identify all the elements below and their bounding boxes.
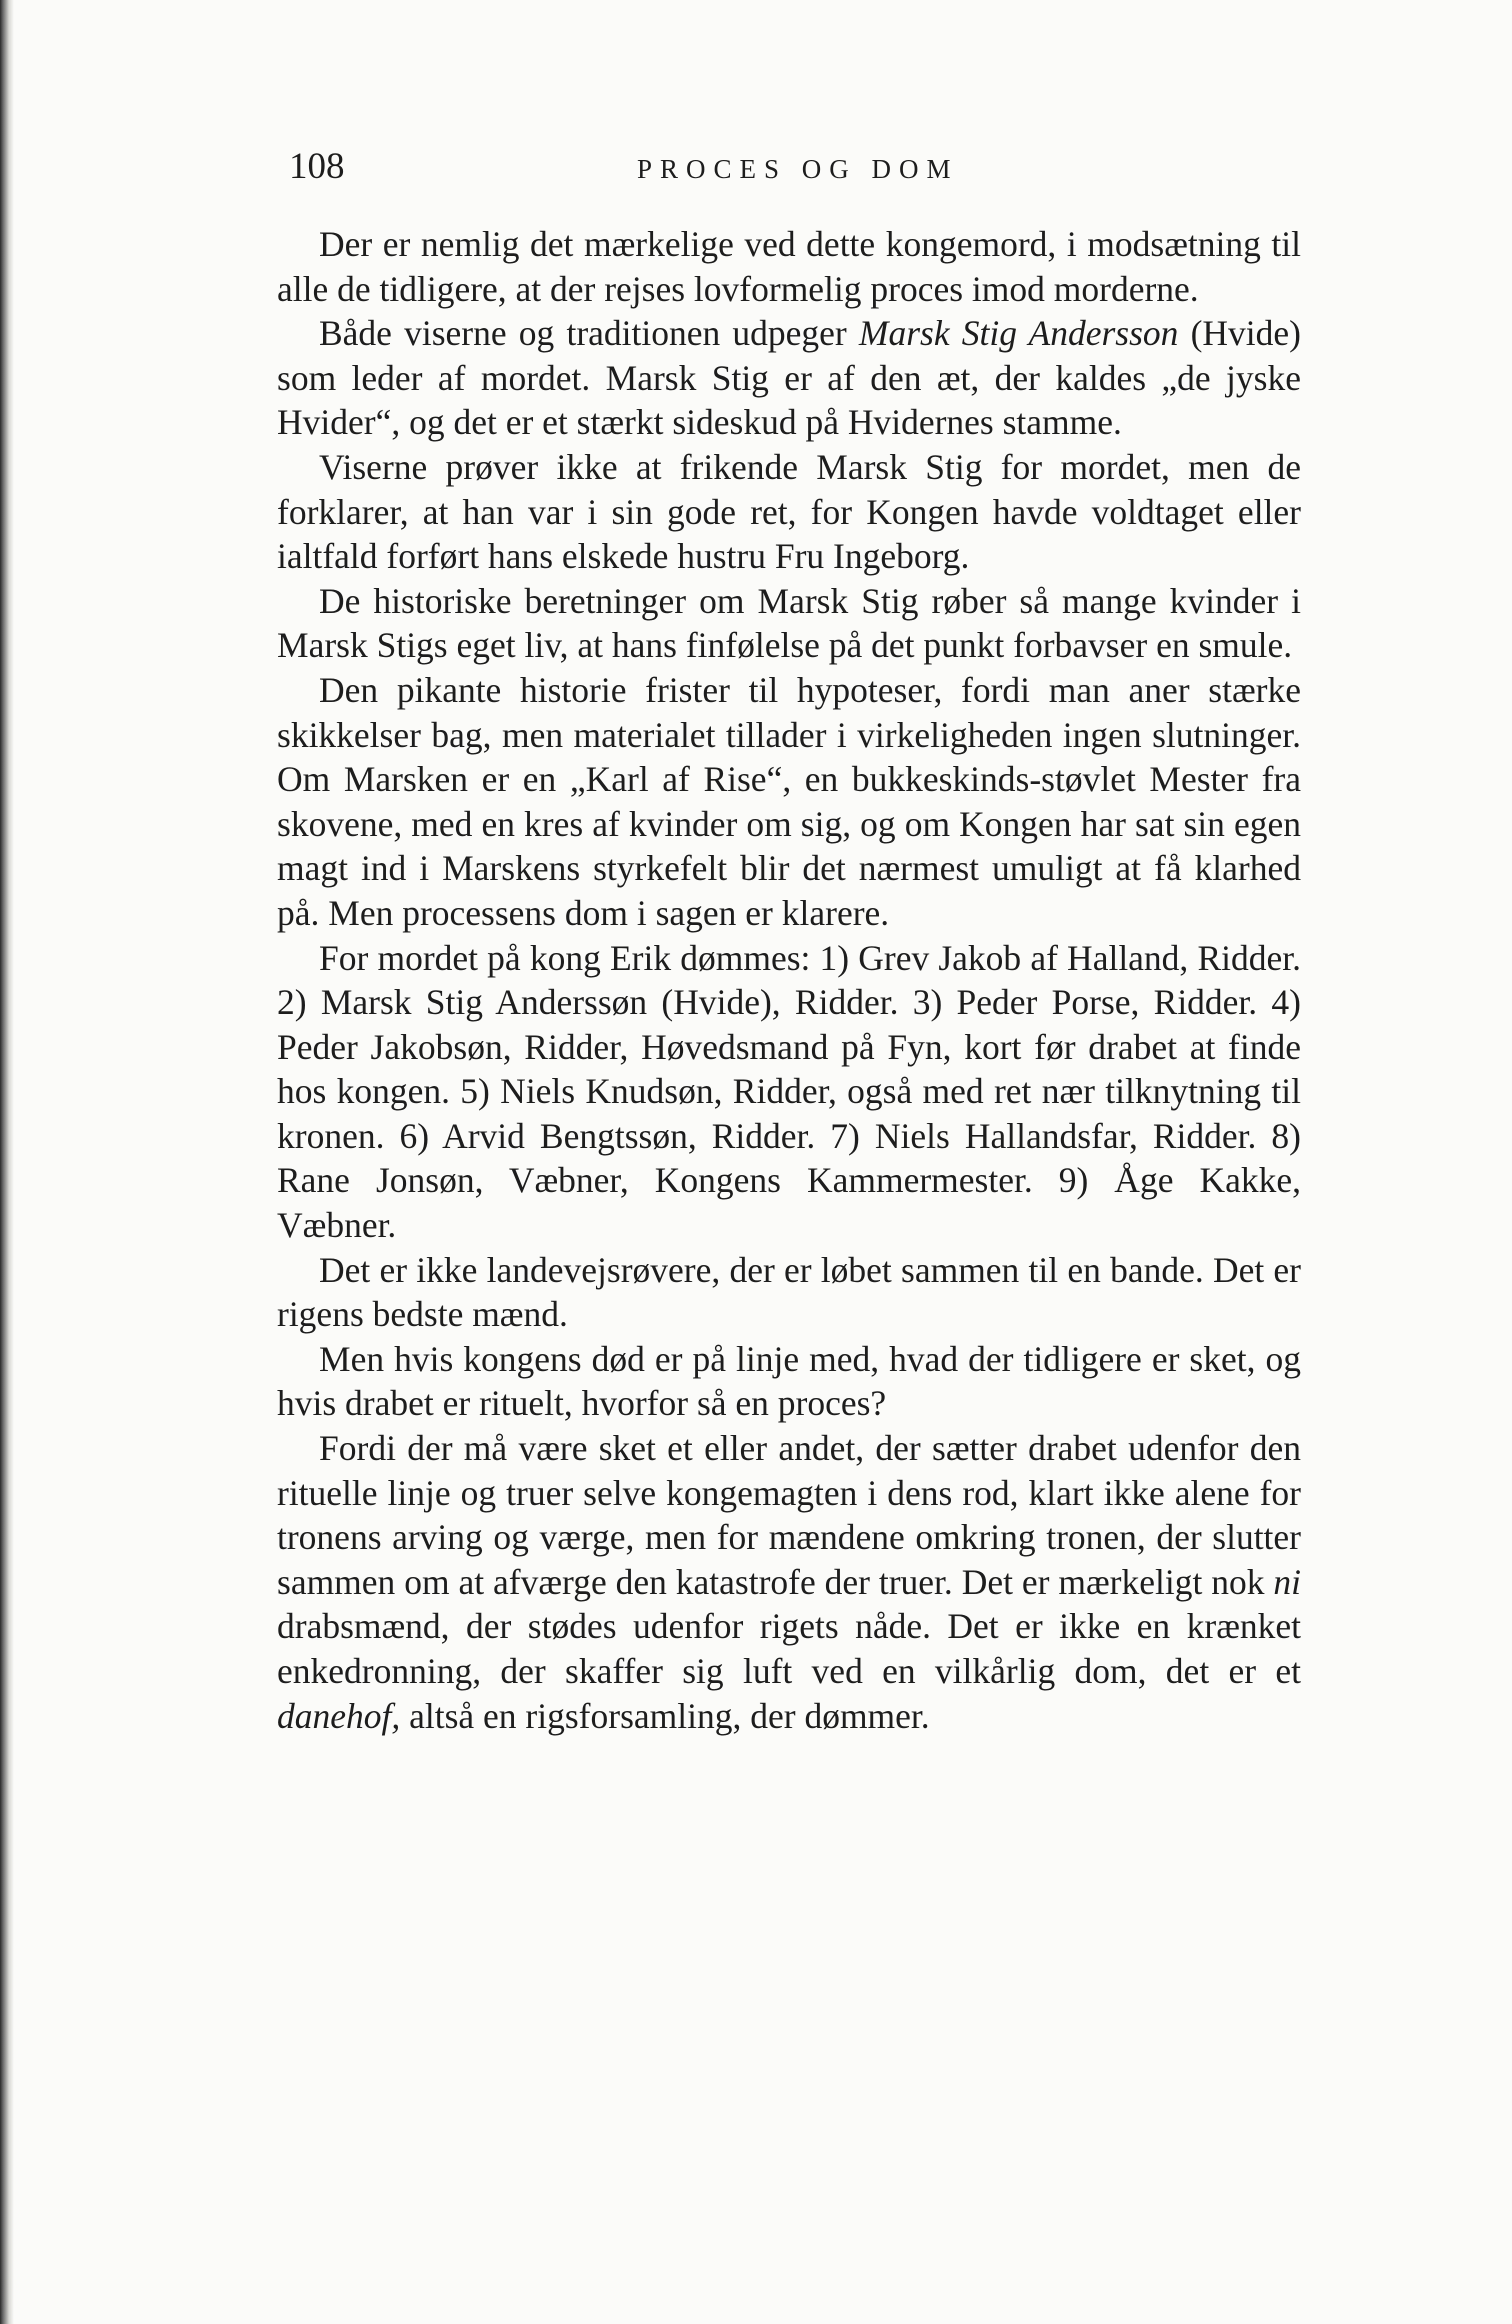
- paragraph-text: (Hvide) som leder af mordet. Marsk Stig er af den æt, der kaldes „de jyske Hvider“, og det er et stærkt sideskud på Hvidernes stamme.: [277, 313, 1302, 443]
- paragraph-text: Fordi der må være sket et eller andet, der sætter drabet udenfor den rituelle linje og truer selve kongemagten i dens rod, klart ikke alene for tronens arving og værge, men for mændene omkring tronen, der slutter sammen om at afværge den katastrofe der truer. Det er mærkeligt nok: [277, 1428, 1301, 1602]
- paragraph: De historiske beretninger om Marsk Stig røber så mange kvinder i Marsk Stigs eget liv, at hans finfølelse på det punkt forbavser en smule.: [277, 580, 1301, 666]
- body-text: [277, 222, 1301, 1738]
- paragraph: Der er nemlig det mærkelige ved dette kongemord, i modsætning til alle de tidligere, at der rejses lovformelig proces imod morderne.: [277, 224, 1301, 309]
- paragraph: For mordet på kong Erik dømmes: 1) Grev Jakob af Halland, Ridder. 2) Marsk Stig Anderssøn (Hvide), Ridder. 3) Peder Porse, Ridder. 4) Peder Jakobsøn, Ridder, Høvedsmand på Fyn, kort før drabet at finde hos kongen. 5) Niels Knudsøn, Ridder, også med ret nær tilknytning til kronen. 6) Arvid Bengtssøn, Ridder. 7) Niels Hallandsfar, Ridder. 8) Rane Jonsøn, Væbner, Kongens Kammermester. 9) Åge Kakke, Væbner.: [277, 937, 1301, 1246]
- italic-word: ni: [1273, 1561, 1301, 1602]
- paragraph: Men hvis kongens død er på linje med, hvad der tidligere er sket, og hvis drabet er rituelt, hvorfor så en proces?: [277, 1338, 1301, 1424]
- paragraph-text: Både viserne og traditionen udpeger: [319, 313, 859, 354]
- paragraph-text: altså en rigsforsamling, der dømmer.: [400, 1695, 930, 1736]
- italic-name: Marsk Stig Andersson: [858, 313, 1179, 354]
- italic-word: danehof,: [277, 1695, 401, 1736]
- paragraph: Viserne prøver ikke at frikende Marsk Stig for mordet, men de forklarer, at han var i sin gode ret, for Kongen havde voldtaget eller ialtfald forført hans elskede hustru Fru Ingeborg.: [277, 446, 1301, 577]
- paragraph: Den pikante historie frister til hypoteser, fordi man aner stærke skikkelser bag, men materialet tillader i virkeligheden ingen slutninger. Om Marsken er en „Karl af Rise“, en bukkeskinds-støvlet Mester fra skovene, med en kres af kvinder om sig, og om Kongen har sat sin egen magt ind i Marskens styrkefelt blir det nærmest umuligt at få klarhed på. Men processens dom i sagen er klarere.: [277, 669, 1301, 933]
- page-number: 108: [289, 146, 345, 187]
- page-header: [277, 142, 1299, 192]
- running-head: PROCES OG DOM: [637, 154, 959, 184]
- binding-edge: [0, 0, 14, 2324]
- paragraph: [277, 1426, 1301, 1738]
- paragraph: [277, 311, 1301, 445]
- paragraph-text: drabsmænd, der stødes udenfor rigets nåde. Det er ikke en krænket enkedronning, der skaffer sig luft ved en vilkårlig dom, det er et: [277, 1606, 1301, 1691]
- paragraph: Det er ikke landevejsrøvere, der er løbet sammen til en bande. Det er rigens bedste mænd.: [277, 1249, 1301, 1335]
